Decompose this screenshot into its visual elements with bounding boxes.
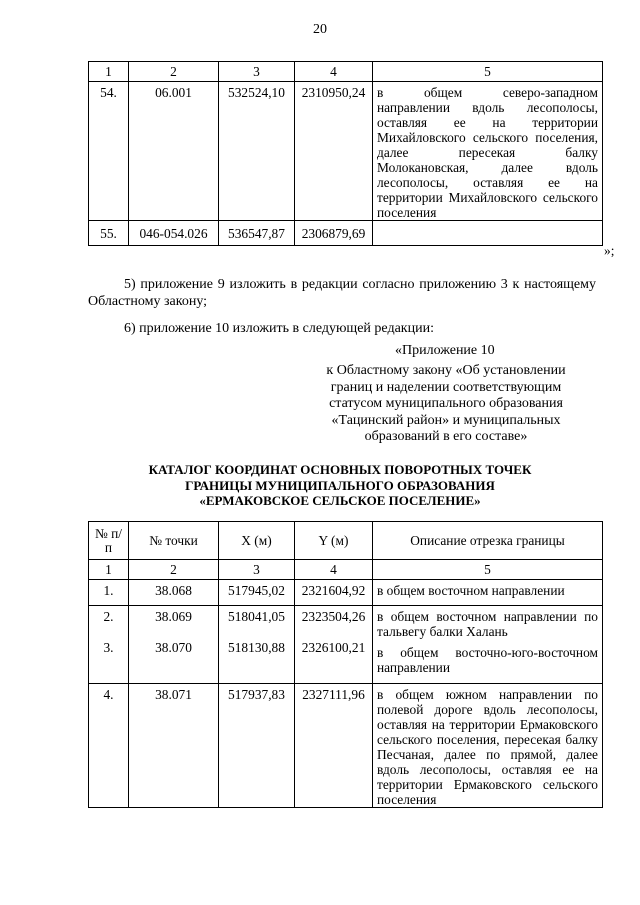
point-id: 38.068 (129, 580, 219, 606)
row-number: 1. (89, 580, 129, 606)
header-num: № п/п (89, 522, 129, 560)
appendix-title: «Приложение 10 (395, 343, 495, 358)
x-coordinate: 517937,83 (219, 684, 295, 808)
point-id: 38.071 (129, 684, 219, 808)
y-coordinate-group (295, 606, 373, 684)
spacer (221, 624, 292, 632)
table-row (89, 580, 603, 606)
catalog-title (110, 462, 570, 509)
point-id: 38.070 (155, 640, 192, 655)
x-coordinate-group (219, 606, 295, 684)
catalog-title-line: «ЕРМАКОВСКОЕ СЕЛЬСКОЕ ПОСЕЛЕНИЕ» (199, 493, 481, 508)
row-number: 3. (103, 640, 114, 655)
column-number: 5 (373, 62, 603, 82)
x-coordinate: 532524,10 (219, 82, 295, 221)
y-coordinate: 2323504,26 (301, 609, 366, 624)
paragraph-item-5: 5) приложение 9 изложить в редакции согласно приложению 3 к настоящему Областному закону; (88, 277, 596, 309)
column-number: 4 (295, 62, 373, 82)
spacer (297, 624, 370, 632)
boundary-description (373, 221, 603, 246)
x-coordinate: 518130,88 (228, 640, 285, 655)
table-header (89, 522, 603, 560)
table-row-group (89, 606, 603, 684)
y-coordinate: 2326100,21 (301, 640, 366, 655)
catalog-title-line: ГРАНИЦЫ МУНИЦИПАЛЬНОГО ОБРАЗОВАНИЯ (185, 477, 495, 493)
column-number: 4 (295, 560, 373, 580)
boundary-description: в общем восточном направлении (373, 580, 603, 606)
point-id: 06.001 (129, 82, 219, 221)
table-row (89, 82, 603, 221)
table-header-numbers (89, 62, 603, 82)
column-number: 2 (129, 62, 219, 82)
row-number-group (89, 606, 129, 684)
row-number: 54. (89, 82, 129, 221)
boundary-description: в общем восточно-юго-восточном направлении (377, 645, 598, 675)
column-number: 1 (89, 560, 129, 580)
spacer (93, 624, 124, 632)
header-y: Y (м) (295, 522, 373, 560)
y-coordinate: 2310950,24 (295, 82, 373, 221)
table-row (89, 684, 603, 808)
point-id: 38.069 (155, 609, 192, 624)
column-number: 5 (373, 560, 603, 580)
column-number: 1 (89, 62, 129, 82)
table-header-numbers (89, 560, 603, 580)
column-number: 2 (129, 560, 219, 580)
x-coordinate: 536547,87 (219, 221, 295, 246)
header-point: № точки (129, 522, 219, 560)
x-coordinate: 518041,05 (228, 609, 285, 624)
header-x: X (м) (219, 522, 295, 560)
boundary-description-group (373, 606, 603, 684)
column-number: 3 (219, 62, 295, 82)
boundary-description: в общем восточном направлении по тальвегу балки Халань (377, 609, 598, 639)
row-number: 2. (103, 609, 114, 624)
y-coordinate: 2306879,69 (295, 221, 373, 246)
y-coordinate: 2327111,96 (295, 684, 373, 808)
paragraph-item-6: 6) приложение 10 изложить в следующей редакции: (124, 321, 434, 336)
coordinates-catalog-table (88, 521, 603, 808)
point-id-group (129, 606, 219, 684)
boundary-description: в общем северо-западном направлении вдоль лесополосы, оставляя ее на территории Михайловского сельского поселения, далее пересекая балку Молокановская, далее вдоль лесополосы, оставляя ее на территории Михайловского сельского поселения (373, 82, 603, 221)
boundary-description: в общем южном направлении по полевой дороге вдоль лесополосы, оставляя на территории Ермаковского сельского поселения, пересекая балку Песчаная, далее по прямой, далее вдоль лесополосы, оставляя ее на территории Ермаковского сельского поселения (373, 684, 603, 808)
y-coordinate: 2321604,92 (295, 580, 373, 606)
x-coordinate: 517945,02 (219, 580, 295, 606)
closing-quote: »; (604, 243, 615, 258)
header-description: Описание отрезка границы (373, 522, 603, 560)
row-number: 55. (89, 221, 129, 246)
page-number: 20 (313, 22, 327, 37)
appendix-reference: к Областному закону «Об установлении границ и наделении соответствующим статусом муниципального образования «Тацинский район» и муниципальных образований в его составе» (326, 363, 566, 444)
catalog-title-line: КАТАЛОГ КООРДИНАТ ОСНОВНЫХ ПОВОРОТНЫХ ТОЧЕК (148, 462, 532, 477)
row-number: 4. (89, 684, 129, 808)
spacer (133, 624, 214, 632)
table-row (89, 221, 603, 246)
column-number: 3 (219, 560, 295, 580)
point-id: 046-054.026 (129, 221, 219, 246)
coordinates-table-continued (88, 61, 603, 246)
